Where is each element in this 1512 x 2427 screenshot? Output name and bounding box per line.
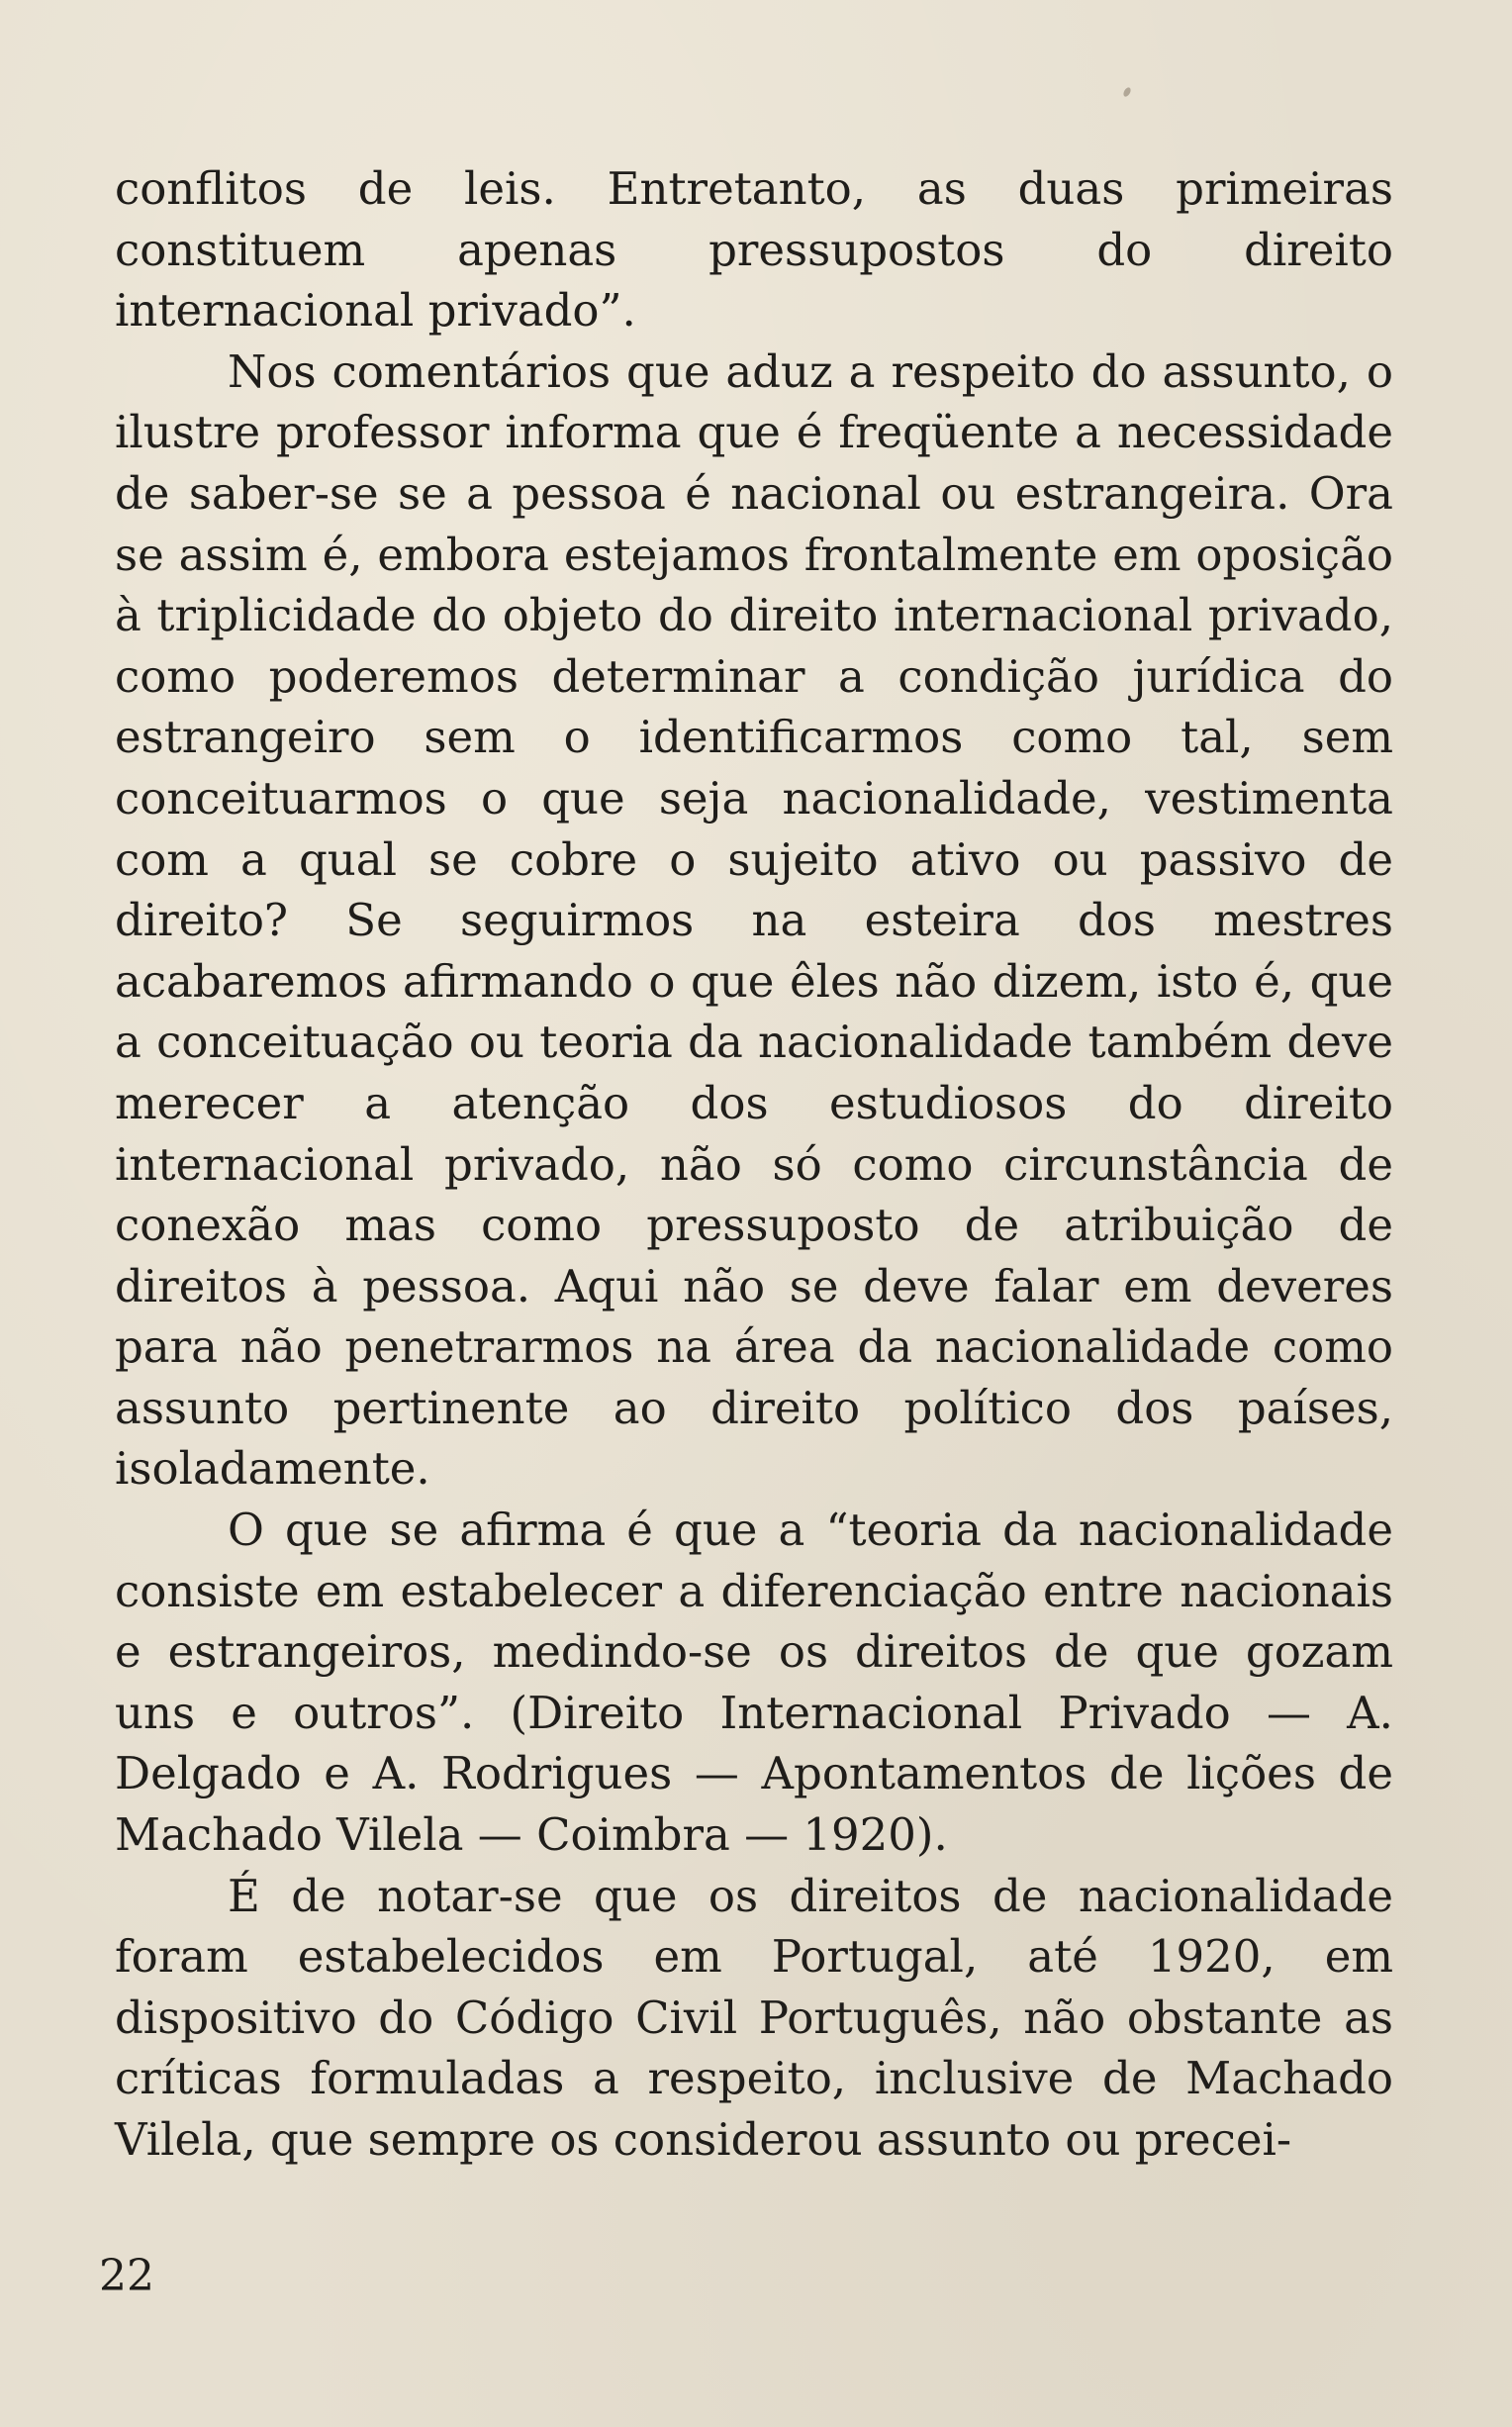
body-text <box>115 158 1393 2171</box>
paragraph-theory-quote: O que se afirma é que a “teoria da nacionalidade consiste em estabelecer a diferenciação entre nacionais e estrangeiros, medindo-se os direitos de que gozam uns e outros”. (Direito Internacional Privado — A. Delgado e A. Rodrigues — Apontamentos de lições de Machado Vilela — Coimbra — 1920). <box>115 1504 1393 1862</box>
paragraph-portugal-law: É de notar-se que os direitos de nacionalidade foram estabelecidos em Portugal, até 1920, em dispositivo do Código Civil Português, não obstante as críticas formuladas a respeito, inclusive de Machado Vilela, que sempre os considerou assunto ou precei- <box>115 1869 1393 2166</box>
paragraph-continuation: conflitos de leis. Entretanto, as duas primeiras constituem apenas pressupostos do direito internacional privado”. <box>115 162 1393 338</box>
paragraph-commentary: Nos comentários que aduz a respeito do assunto, o ilustre professor informa que é freqüente a necessidade de saber-se se a pessoa é nacional ou estrangeira. Ora se assim é, embora estejamos frontalmente em oposição à triplicidade do objeto do direito internacional privado, como poderemos determinar a condição jurídica do estrangeiro sem o identificarmos como tal, sem conceituarmos o que seja nacionalidade, vestimenta com a qual se cobre o sujeito ativo ou passivo de direito? Se seguirmos na esteira dos mestres acabaremos afirmando o que êles não dizem, isto é, que a conceituação ou teoria da nacionalidade também deve merecer a atenção dos estudiosos do direito internacional privado, não só como circunstância de conexão mas como pressuposto de atribuição de direitos à pessoa. Aqui não se deve falar em deveres para não penetrarmos na área da nacionalidade como assunto pertinente ao direito político dos países, isoladamente. <box>115 344 1393 1496</box>
page-number: 22 <box>99 2251 154 2301</box>
paper-speck <box>1122 86 1132 98</box>
